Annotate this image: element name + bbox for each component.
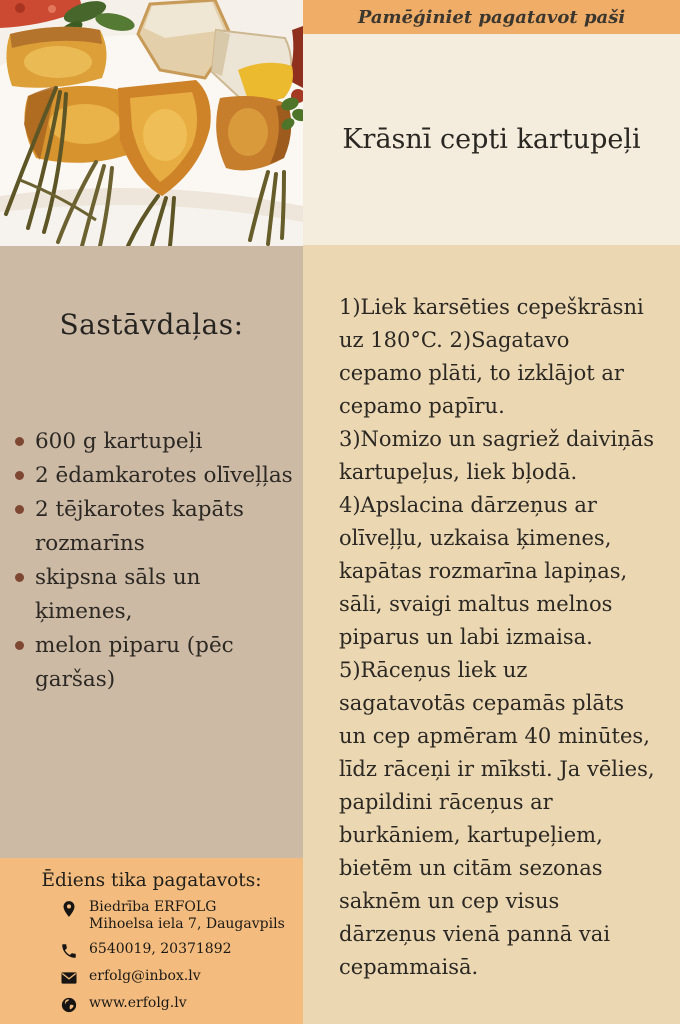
left-column xyxy=(0,0,303,1024)
page-title: Krāsnī cepti kartupeļi xyxy=(342,124,641,155)
ingredient-item: melon piparu (pēc garšas) xyxy=(35,629,299,697)
ingredients-list xyxy=(0,425,303,697)
title-block xyxy=(303,34,680,245)
phone-row xyxy=(60,941,303,960)
dish-photo xyxy=(0,0,303,246)
instructions-section xyxy=(303,245,680,1024)
instructions-paragraph: 3)Nomizo un sagriež daiviņās kartupeļus, liek bļodā. xyxy=(339,427,655,484)
top-banner xyxy=(303,0,680,34)
email-text: erfolg@inbox.lv xyxy=(89,968,201,984)
banner-text: Pamēģiniet pagatavot paši xyxy=(357,6,626,28)
envelope-icon xyxy=(60,969,78,987)
roasted-potatoes-photo-illustration xyxy=(0,0,303,246)
ingredient-item: 2 tējkarotes kapāts rozmarīns xyxy=(35,493,299,561)
contact-section xyxy=(0,858,303,1024)
contact-rows xyxy=(60,899,303,1014)
phone-text: 6540019, 20371892 xyxy=(89,941,232,957)
right-column xyxy=(303,0,680,1024)
contact-heading: Ēdiens tika pagatavots: xyxy=(41,870,262,891)
instructions-paragraph: 5)Rāceņus liek uz sagatavotās cepamās plāts un cep apmēram 40 minūtes, līdz rāceņi ir mīksti. Ja vēlies, papildini rāceņus ar burkāniem, kartupeļiem, bietēm un citām sezonas saknēm un cep visus dārzeņus vienā pannā vai cepammaisā. xyxy=(339,658,655,979)
ingredient-item: 600 g kartupeļi xyxy=(35,425,299,459)
ingredient-item: skipsna sāls un ķimenes, xyxy=(35,561,299,629)
phone-icon xyxy=(60,942,78,960)
email-row xyxy=(60,968,303,987)
instructions-paragraph: 1)Liek karsēties cepeškrāsni uz 180°C. 2)Sagatavo cepamo plāti, to izklājot ar cepamo papīru. xyxy=(339,295,644,418)
website-text: www.erfolg.lv xyxy=(89,995,187,1011)
street-address: Mihoelsa iela 7, Daugavpils xyxy=(89,916,285,932)
address-text xyxy=(89,899,285,933)
address-row xyxy=(60,899,303,933)
location-pin-icon xyxy=(60,900,78,918)
website-row xyxy=(60,995,303,1014)
instructions-paragraph: 4)Apslacina dārzeņus ar olīveļļu, uzkaisa ķimenes, kapātas rozmarīna lapiņas, sāli, svaigi maltus melnos piparus un labi izmaisa. xyxy=(339,493,628,649)
ingredients-heading: Sastāvdaļas: xyxy=(59,308,244,341)
globe-icon xyxy=(60,996,78,1014)
ingredients-section xyxy=(0,246,303,858)
organization-name: Biedrība ERFOLG xyxy=(89,899,217,915)
ingredient-item: 2 ēdamkarotes olīveļļas xyxy=(35,459,299,493)
